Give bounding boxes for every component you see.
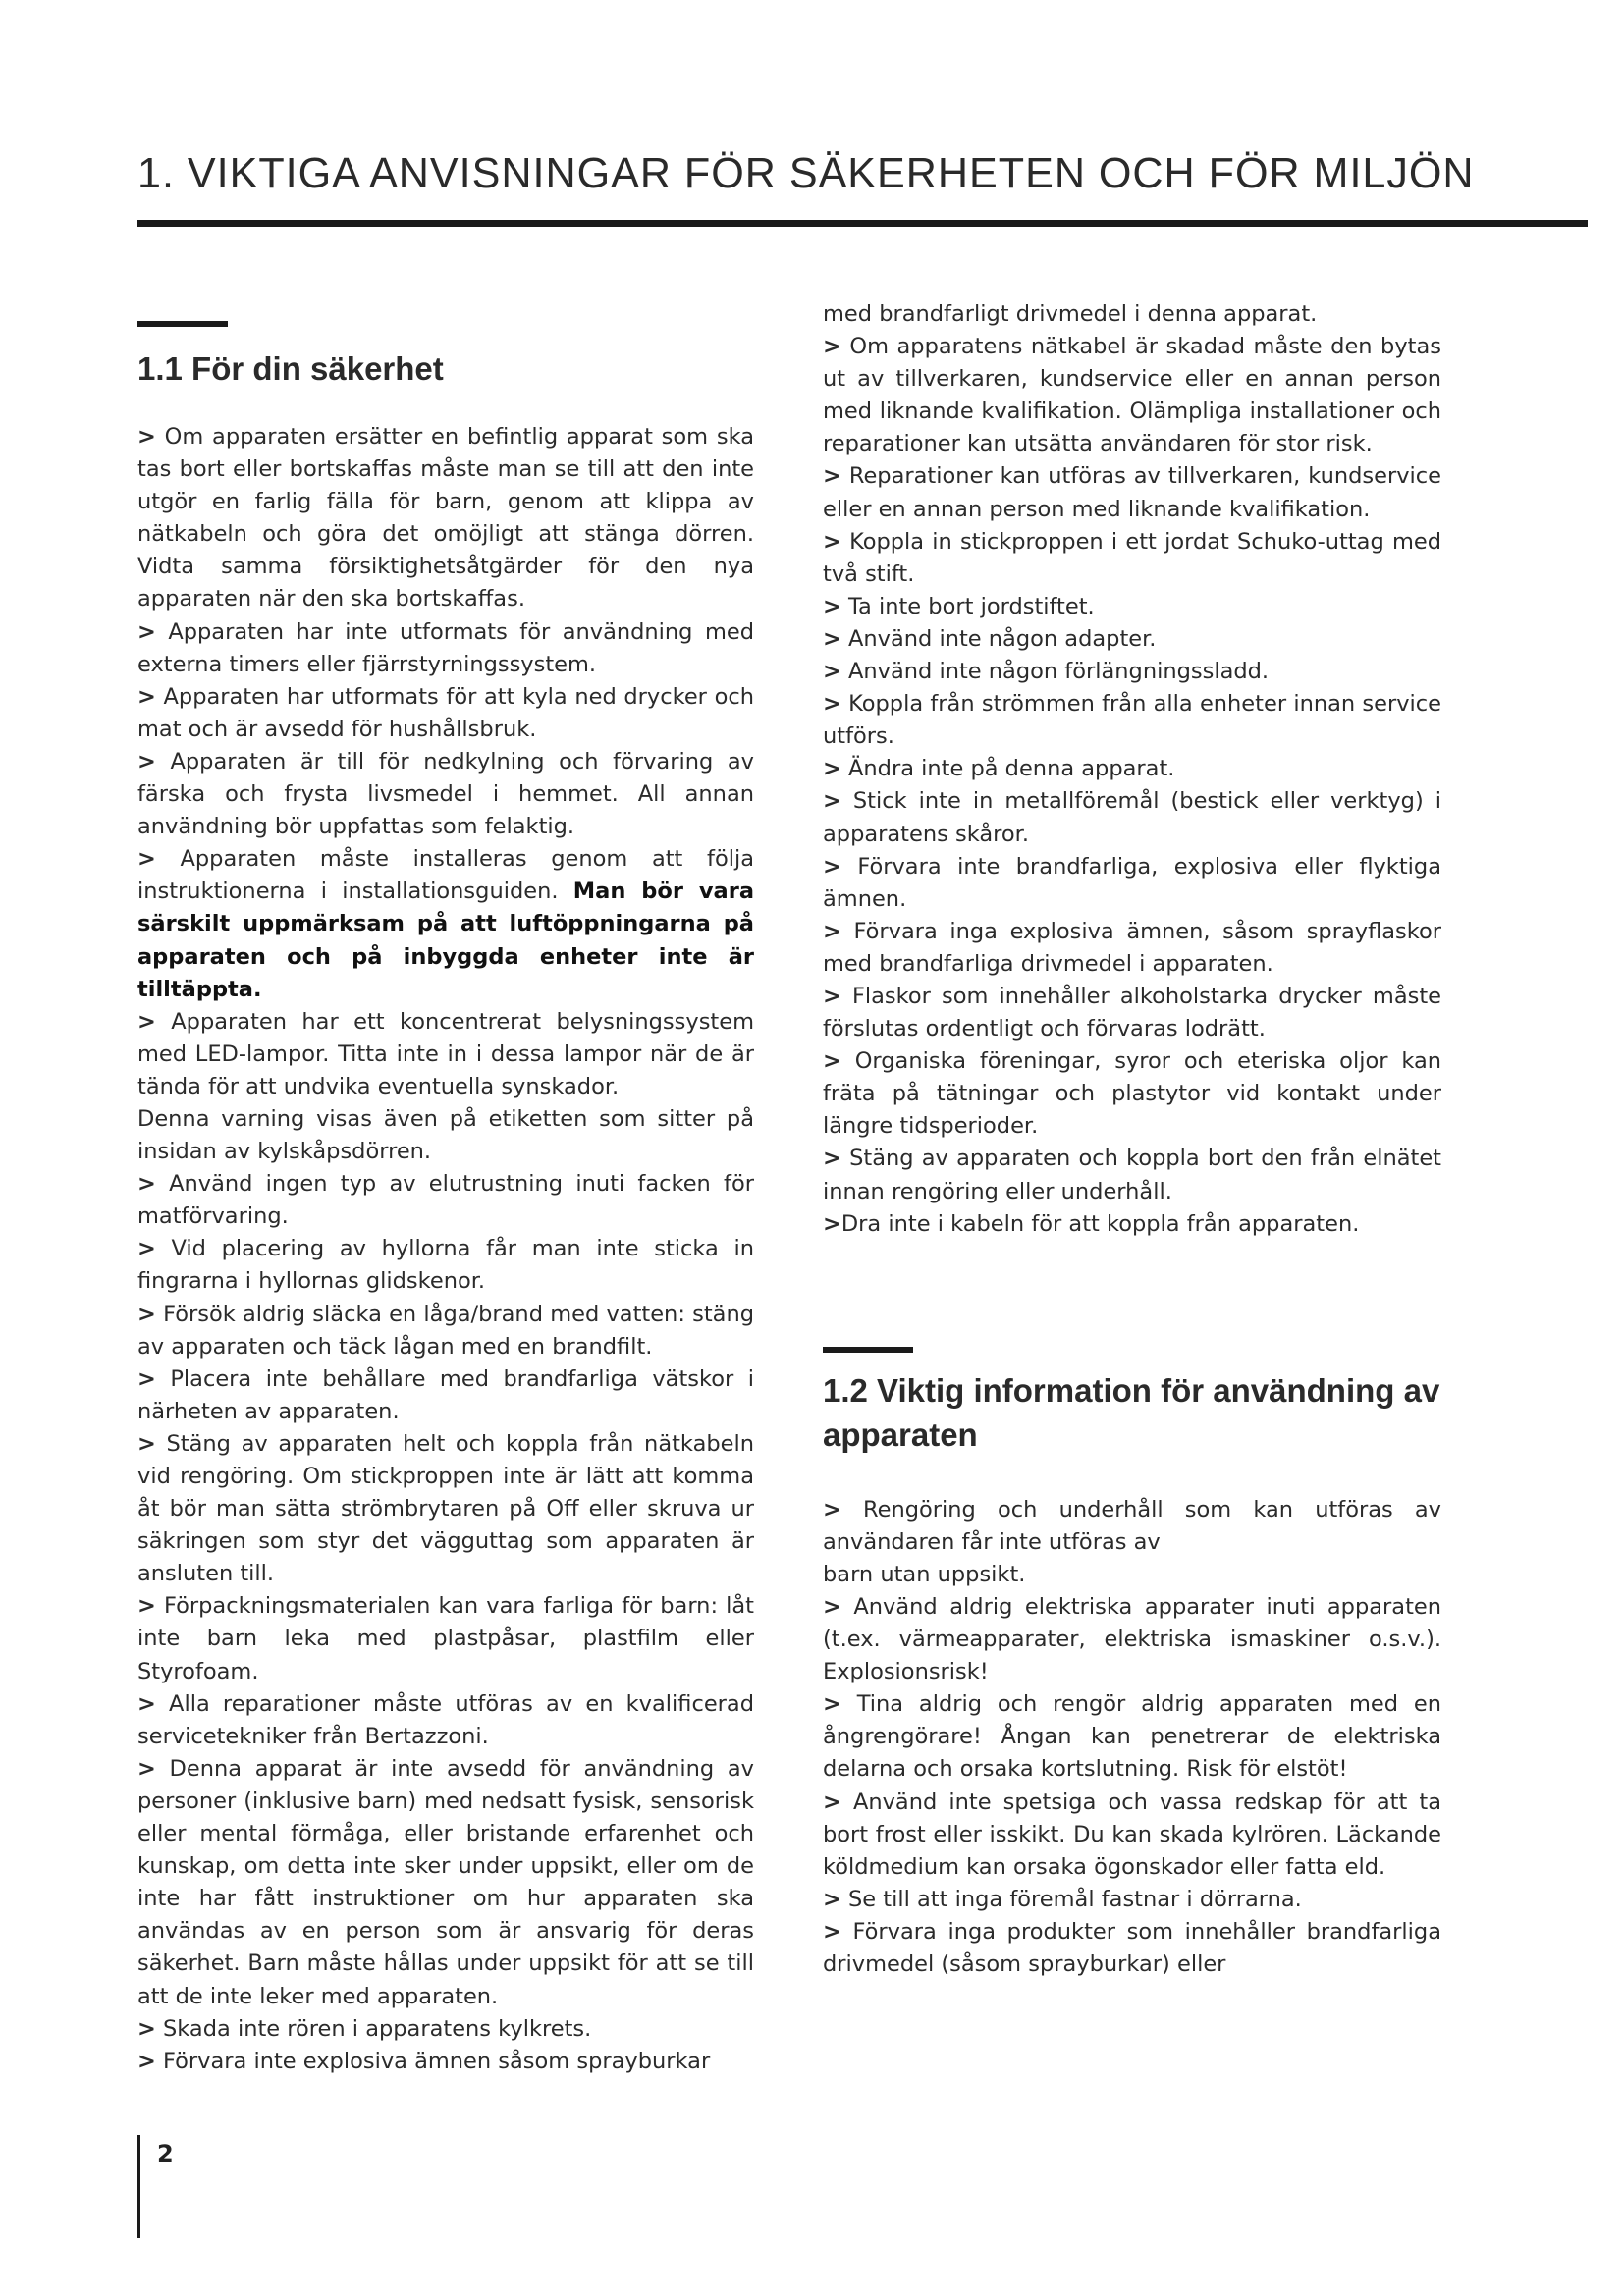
item-text: med brandfarligt drivmedel i denna apparat. [823,301,1318,327]
arrow-icon: > [823,1146,841,1172]
item-text: Förvara inte explosiva ämnen såsom sprayburkar [155,2048,711,2074]
item-text: Tina aldrig och rengör aldrig apparaten med en ångrengörare! Ångan kan penetrerar de elektriska delarna och orsaka kortslutning. Risk för elstöt! [823,1691,1441,1783]
section-heading: 1.1 För din säkerhet [137,350,444,387]
list-item [137,616,754,681]
list-item [823,1787,1441,1884]
arrow-icon: > [823,625,841,652]
list-item [823,851,1441,916]
arrow-icon: > [823,593,841,619]
item-text: Koppla från strömmen från alla enheter innan service utförs. [823,691,1441,750]
arrow-icon: > [823,1594,841,1620]
item-text: Använd inte spetsiga och vassa redskap för att ta bort frost eller isskikt. Du kan skada kylrören. Läckande köldmedium kan orsaka ögonskador eller fatta eld. [823,1789,1441,1880]
list-item [823,785,1441,850]
item-text: Placera inte behållare med brandfarliga vätskor i närheten av apparaten. [137,1365,754,1424]
arrow-icon: > [823,853,841,880]
item-text: Apparaten måste installeras genom att följa instruktionerna i installationsguiden. [137,846,754,905]
list-item [823,623,1441,656]
arrow-icon: > [137,1236,156,1262]
list-item [137,1753,754,2013]
arrow-icon: > [823,756,841,782]
safety-list-continued [823,298,1441,1241]
arrow-icon: > [823,1918,841,1945]
item-text: Rengöring och underhåll som kan utföras av användaren får inte utföras av [823,1496,1441,1555]
item-text: Förvara inga explosiva ämnen, såsom sprayflaskor med brandfarliga drivmedel i apparaten. [823,918,1441,977]
section-1-2 [823,1347,1441,1981]
arrow-icon: > [137,1365,156,1392]
item-text: Använd aldrig elektriska apparater inuti apparaten (t.ex. värmeapparater, elektriska ismaskiner o.s.v.). Explosionsrisk! [823,1594,1441,1685]
item-text: Stäng av apparaten helt och koppla från nätkabeln vid rengöring. Om stickproppen inte är lätt att komma åt bör man sätta strömbrytaren på Off eller skruva ur säkringen som styr det vägguttag som apparaten är ansluten till. [137,1430,754,1587]
section-bar [823,1347,913,1353]
page-title: 1. VIKTIGA ANVISNINGAR FÖR SÄKERHETEN OCH FÖR MILJÖN [137,149,1475,197]
arrow-icon: > [823,1210,841,1237]
arrow-icon: > [823,691,841,718]
item-text: Använd inte någon adapter. [840,625,1157,652]
arrow-icon: > [823,1496,841,1522]
item-text: Se till att inga föremål fastnar i dörrarna. [840,1886,1302,1912]
item-text: Försök aldrig släcka en låga/brand med vatten: stäng av apparaten och täck lågan med en brandfilt. [137,1301,754,1360]
list-item [823,753,1441,785]
section-heading: 1.2 Viktig information för användning av apparaten [823,1371,1440,1453]
arrow-icon: > [137,1301,156,1327]
arrow-icon: > [823,463,841,490]
item-emphasis: Man bör vara särskilt uppmärksam på att luftöppningarna på apparaten och på inbyggda enheter inte är tilltäppta. [137,879,755,1002]
arrow-icon: > [823,334,841,360]
page-number: 2 [157,2140,174,2167]
item-text: Använd ingen typ av elutrustning inuti facken för matförvaring. [137,1171,754,1230]
item-text: Använd inte någon förlängningssladd. [840,659,1270,685]
item-text: Ändra inte på denna apparat. [840,756,1175,782]
arrow-icon: > [823,1691,841,1718]
item-text: Förvara inte brandfarliga, explosiva eller flyktiga ämnen. [823,853,1441,912]
list-item [137,681,754,746]
item-text: Denna apparat är inte avsedd för användning av personer (inklusive barn) med nedsatt fysisk, sensorisk eller mental förmåga, eller bristande erfarenhet och kunskap, om detta inte sker under uppsikt, eller om de inte har fått instruktioner om hur apparaten ska användas av en person som är ansvarig för deras säkerhet. Barn måste hållas under uppsikt för att se till att de inte leker med apparaten. [137,1755,754,2009]
arrow-icon: > [823,1886,841,1912]
item-text: Skada inte rören i apparatens kylkrets. [155,2015,592,2042]
arrow-icon: > [137,424,156,450]
list-item [823,1591,1441,1688]
list-item [137,1363,754,1428]
item-text: Denna varning visas även på etiketten som sitter på insidan av kylskåpsdörren. [137,1105,754,1165]
list-item [137,1428,754,1590]
section-bar [137,321,228,327]
arrow-icon: > [137,1690,156,1717]
footer-divider [137,2135,140,2238]
item-text: Om apparatens nätkabel är skadad måste den bytas ut av tillverkaren, kundservice eller en annan person med liknande kvalifikation. Olämpliga installationer och reparationer kan utsätta användaren för stor risk. [823,334,1441,457]
list-item [137,1233,754,1298]
list-item [137,1299,754,1363]
arrow-icon: > [137,846,156,873]
list-item [823,688,1441,753]
arrow-icon: > [823,918,841,944]
list-item [823,1688,1441,1786]
list-item [823,526,1441,591]
item-text: Ta inte bort jordstiftet. [840,593,1095,619]
list-item [823,1208,1441,1241]
arrow-icon: > [823,788,841,815]
item-text: Förpackningsmaterialen kan vara farliga för barn: låt inte barn leka med plastpåsar, plastfilm eller Styrofoam. [137,1593,754,1684]
item-text: barn utan uppsikt. [823,1561,1026,1587]
arrow-icon: > [137,1430,156,1457]
item-text: Koppla in stickproppen i ett jordat Schuko-uttag med två stift. [823,528,1441,587]
item-text: Apparaten har inte utformats för användning med externa timers eller fjärrstyrningssystem. [137,618,754,677]
item-text: Organiska föreningar, syror och eteriska oljor kan fräta på tätningar och plastytor vid kontakt under längre tidsperioder. [823,1048,1441,1140]
list-item [823,1045,1441,1143]
list-item [137,746,754,843]
list-item [137,2046,754,2078]
list-item [137,843,754,1005]
arrow-icon: > [823,1789,841,1815]
item-text: Stick inte in metallföremål (bestick eller verktyg) i apparatens skåror. [823,788,1441,847]
list-item [137,1688,754,1753]
title-divider [137,220,1588,227]
arrow-icon: > [137,1171,156,1198]
list-item [137,2013,754,2046]
arrow-icon: > [137,1008,156,1035]
item-text: Alla reparationer måste utföras av en kvalificerad servicetekniker från Bertazzoni. [137,1690,754,1749]
list-item [823,460,1441,525]
list-item [137,1103,754,1168]
list-item [823,331,1441,460]
list-item [823,656,1441,688]
arrow-icon: > [137,618,156,645]
item-text: Flaskor som innehåller alkoholstarka drycker måste förslutas ordentligt och förvaras lodrätt. [823,983,1441,1042]
item-text: Apparaten har utformats för att kyla ned drycker och mat och är avsedd för hushållsbruk. [137,683,754,742]
list-item [823,1494,1441,1559]
item-text: Stäng av apparaten och koppla bort den från elnätet innan rengöring eller underhåll. [823,1146,1441,1204]
list-item [137,1006,754,1103]
item-text: Dra inte i kabeln för att koppla från apparaten. [840,1210,1360,1237]
arrow-icon: > [823,528,841,555]
right-column [823,298,1441,1981]
item-text: Om apparaten ersätter en befintlig apparat som ska tas bort eller bortskaffas måste man se till att den inte utgör en farlig fälla för barn, genom att klippa av nätkabeln och göra det omöjligt att stänga dörren. Vidta samma försiktighetsåtgärder för den nya apparaten när den ska bortskaffas. [137,424,754,613]
arrow-icon: > [137,1755,156,1782]
list-item [137,1590,754,1687]
item-text: Reparationer kan utföras av tillverkaren, kundservice eller en annan person med liknande kvalifikation. [823,463,1441,522]
list-item [823,916,1441,981]
arrow-icon: > [823,659,841,685]
list-item [823,981,1441,1045]
list-item [823,298,1441,331]
item-text: Vid placering av hyllorna får man inte sticka in fingrarna i hyllornas glidskenor. [137,1236,754,1295]
left-column [137,421,754,2078]
list-item [137,1168,754,1233]
section-1-1-header [137,321,444,391]
arrow-icon: > [137,683,156,710]
list-item [823,1559,1441,1591]
item-text: Apparaten har ett koncentrerat belysningssystem med LED-lampor. Titta inte in i dessa lampor när de är tända för att undvika eventuella synskador. [137,1008,754,1099]
list-item [823,1143,1441,1207]
item-text: Apparaten är till för nedkylning och förvaring av färska och frysta livsmedel i hemmet. All annan användning bör uppfattas som felaktig. [137,748,754,840]
arrow-icon: > [137,2048,156,2074]
item-text: Förvara inga produkter som innehåller brandfarliga drivmedel (såsom sprayburkar) eller [823,1918,1441,1978]
arrow-icon: > [137,2015,156,2042]
arrow-icon: > [137,748,156,774]
list-item [823,1916,1441,1981]
list-item [137,421,754,616]
arrow-icon: > [137,1593,156,1620]
list-item [823,591,1441,623]
arrow-icon: > [823,1048,841,1075]
arrow-icon: > [823,983,841,1009]
usage-list [823,1494,1441,1981]
list-item [823,1884,1441,1916]
